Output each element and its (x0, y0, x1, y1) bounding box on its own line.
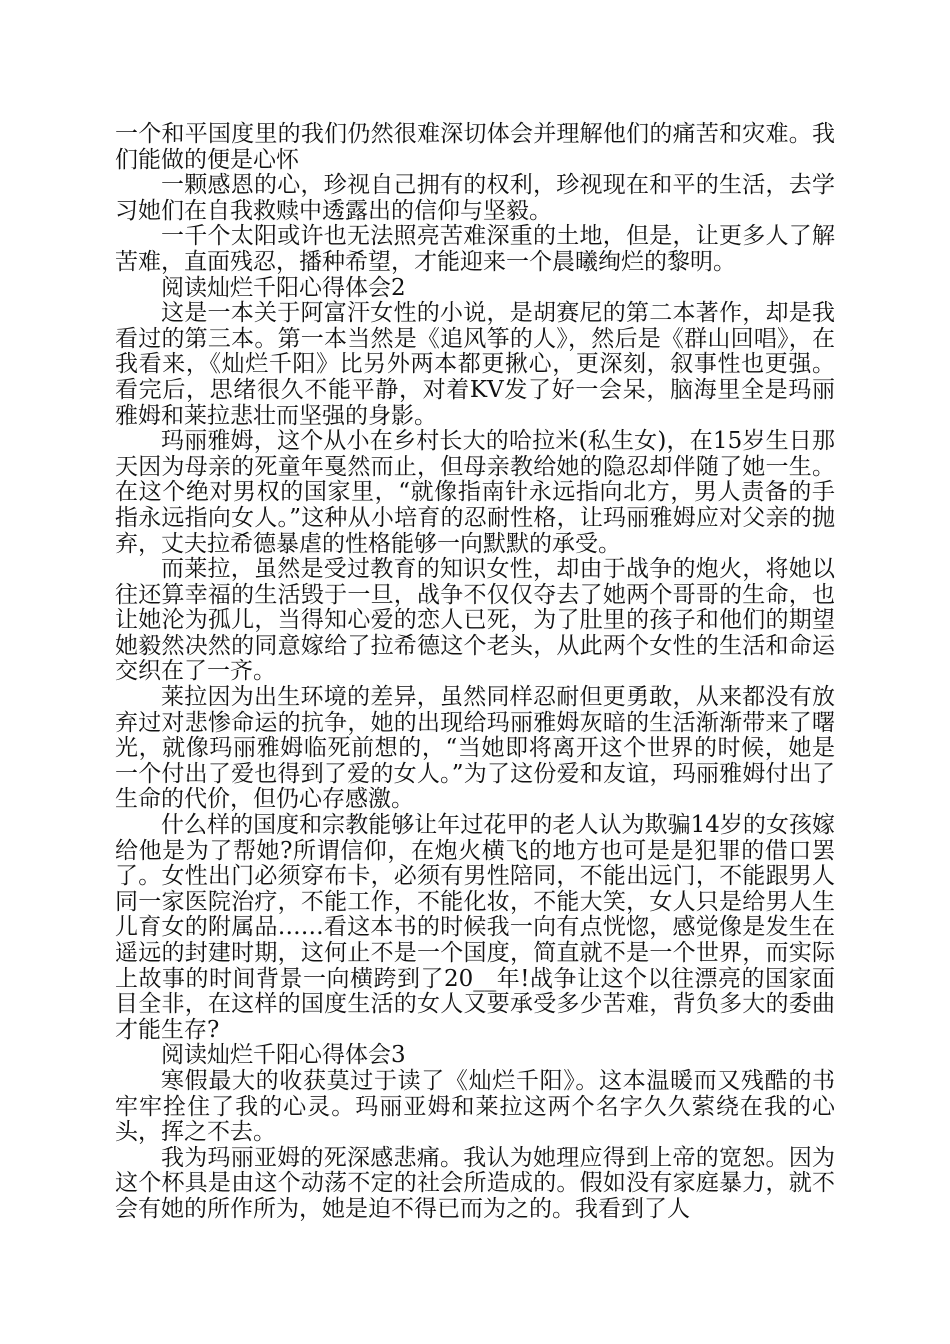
paragraph: 一个和平国度里的我们仍然很难深切体会并理解他们的痛苦和灾难。我们能做的便是心怀 (115, 121, 835, 173)
paragraph: 一千个太阳或许也无法照亮苦难深重的土地，但是，让更多人了解苦难，直面残忍，播种希望，才能迎来一个晨曦绚烂的黎明。 (115, 223, 835, 275)
paragraph: 一颗感恩的心，珍视自己拥有的权利，珍视现在和平的生活，去学习她们在自我救赎中透露出的信仰与坚毅。 (115, 172, 835, 224)
paragraph: 寒假最大的收获莫过于读了《灿烂千阳》。这本温暖而又残酷的书牢牢拴住了我的心灵。玛丽亚姆和莱拉这两个名字久久萦绕在我的心头，挥之不去。 (115, 1067, 835, 1146)
paragraph: 莱拉因为出生环境的差异，虽然同样忍耐但更勇敢，从来都没有放弃过对悲惨命运的抗争，她的出现给玛丽雅姆灰暗的生活渐渐带来了曙光，就像玛丽雅姆临死前想的，“当她即将离开这个世界的时候，她是一个付出了爱也得到了爱的女人。”为了这份爱和友谊，玛丽雅姆付出了生命的代价，但仍心存感激。 (115, 684, 835, 813)
paragraph: 什么样的国度和宗教能够让年过花甲的老人认为欺骗14岁的女孩嫁给他是为了帮她?所谓信仰，在炮火横飞的地方也可是是犯罪的借口罢了。女性出门必须穿布卡，必须有男性陪同，不能出远门，不能跟男人同一家医院治疗，不能工作，不能化妆，不能大笑，女人只是给男人生儿育女的附属品……看这本书的时候我一向有点恍惚，感觉像是发生在遥远的封建时期，这何止不是一个国度，简直就不是一个世界，而实际上故事的时间背景一向横跨到了20__年!战争让这个以往漂亮的国家面目全非，在这样的国度生活的女人又要承受多少苦难，背负多大的委曲才能生存? (115, 812, 835, 1043)
section-heading: 阅读灿烂千阳心得体会2 (161, 274, 406, 301)
paragraph: 这是一本关于阿富汗女性的小说，是胡赛尼的第二本著作，却是我看过的第三本。第一本当然是《追风筝的人》，然后是《群山回唱》，在我看来，《灿烂千阳》比另外两本都更揪心，更深刻，叙事性也更强。看完后，思绪很久不能平静，对着KV发了好一会呆，脑海里全是玛丽雅姆和莱拉悲壮而坚强的身影。 (115, 300, 835, 429)
paragraph: 而莱拉，虽然是受过教育的知识女性，却由于战争的炮火，将她以往还算幸福的生活毁于一旦，战争不仅仅夺去了她两个哥哥的生命，也让她沦为孤儿，当得知心爱的恋人已死，为了肚里的孩子和他们的期望她毅然决然的同意嫁给了拉希德这个老头，从此两个女性的生活和命运交织在了一齐。 (115, 556, 835, 685)
document-body (115, 122, 835, 1223)
paragraph: 我为玛丽亚姆的死深感悲痛。我认为她理应得到上帝的宽恕。因为这个杯具是由这个动荡不定的社会所造成的。假如没有家庭暴力，就不会有她的所作所为，她是迫不得已而为之的。我看到了人 (115, 1144, 835, 1222)
paragraph: 玛丽雅姆，这个从小在乡村长大的哈拉米(私生女)，在15岁生日那天因为母亲的死童年戛然而止，但母亲教给她的隐忍却伴随了她一生。在这个绝对男权的国家里，“就像指南针永远指向北方，男人责备的手指永远指向女人。”这种从小培育的忍耐性格，让玛丽雅姆应对父亲的抛弃，丈夫拉希德暴虐的性格能够一向默默的承受。 (115, 428, 835, 557)
section-heading: 阅读灿烂千阳心得体会3 (161, 1042, 406, 1069)
